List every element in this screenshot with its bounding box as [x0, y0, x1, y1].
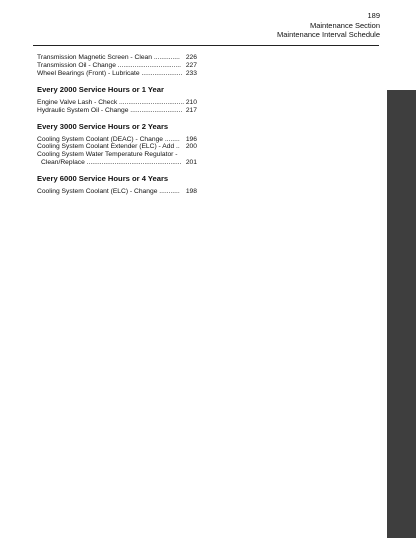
section-tab [387, 90, 416, 538]
list-item [37, 143, 197, 151]
entry-page: 200 [185, 143, 197, 151]
entry-text: Hydraulic System Oil - Change ............................ [37, 106, 183, 114]
list-item [37, 107, 197, 115]
section-heading: Every 3000 Service Hours or 2 Years [37, 121, 169, 131]
list-item [37, 62, 197, 70]
entry-page: 201 [185, 159, 197, 167]
list-item [37, 151, 197, 159]
entry-text: Engine Valve Lash - Check ................................... [37, 98, 185, 106]
entry-page: 196 [185, 135, 197, 143]
entry-text: Cooling System Coolant (ELC) - Change ........... [37, 188, 180, 196]
entry-text: Cooling System Coolant (DEAC) - Change ........ [37, 135, 180, 143]
entry-page: 227 [185, 61, 197, 69]
list-item [37, 136, 197, 144]
list-item [37, 54, 197, 62]
interval-schedule-list [37, 54, 197, 196]
page-number: 189 [367, 11, 380, 20]
entry-page: 210 [185, 98, 197, 106]
entry-text: Clean/Replace ................................................... [41, 159, 182, 167]
section-heading: Every 6000 Service Hours or 4 Years [37, 174, 169, 184]
section-title: Maintenance Section [309, 20, 380, 30]
entry-page: 198 [185, 188, 197, 196]
list-item [37, 159, 197, 167]
entry-text: Cooling System Water Temperature Regulator - [37, 151, 178, 159]
entry-page: 233 [185, 69, 197, 77]
list-item [37, 70, 197, 78]
entry-text: Wheel Bearings (Front) - Lubricate ...................... [37, 69, 183, 77]
subsection-title: Maintenance Interval Schedule [277, 30, 380, 40]
header-rule [33, 45, 379, 46]
entry-page: 226 [185, 54, 197, 61]
section-heading: Every 2000 Service Hours or 1 Year [37, 84, 164, 94]
entry-text: Transmission Oil - Change .................................. [37, 61, 181, 69]
list-item [37, 99, 197, 107]
page-header [277, 11, 380, 40]
entry-text: Transmission Magnetic Screen - Clean .............. [37, 54, 180, 61]
entry-page: 217 [185, 106, 197, 114]
entry-text: Cooling System Coolant Extender (ELC) - Add .. [37, 143, 180, 151]
list-item [37, 188, 197, 196]
